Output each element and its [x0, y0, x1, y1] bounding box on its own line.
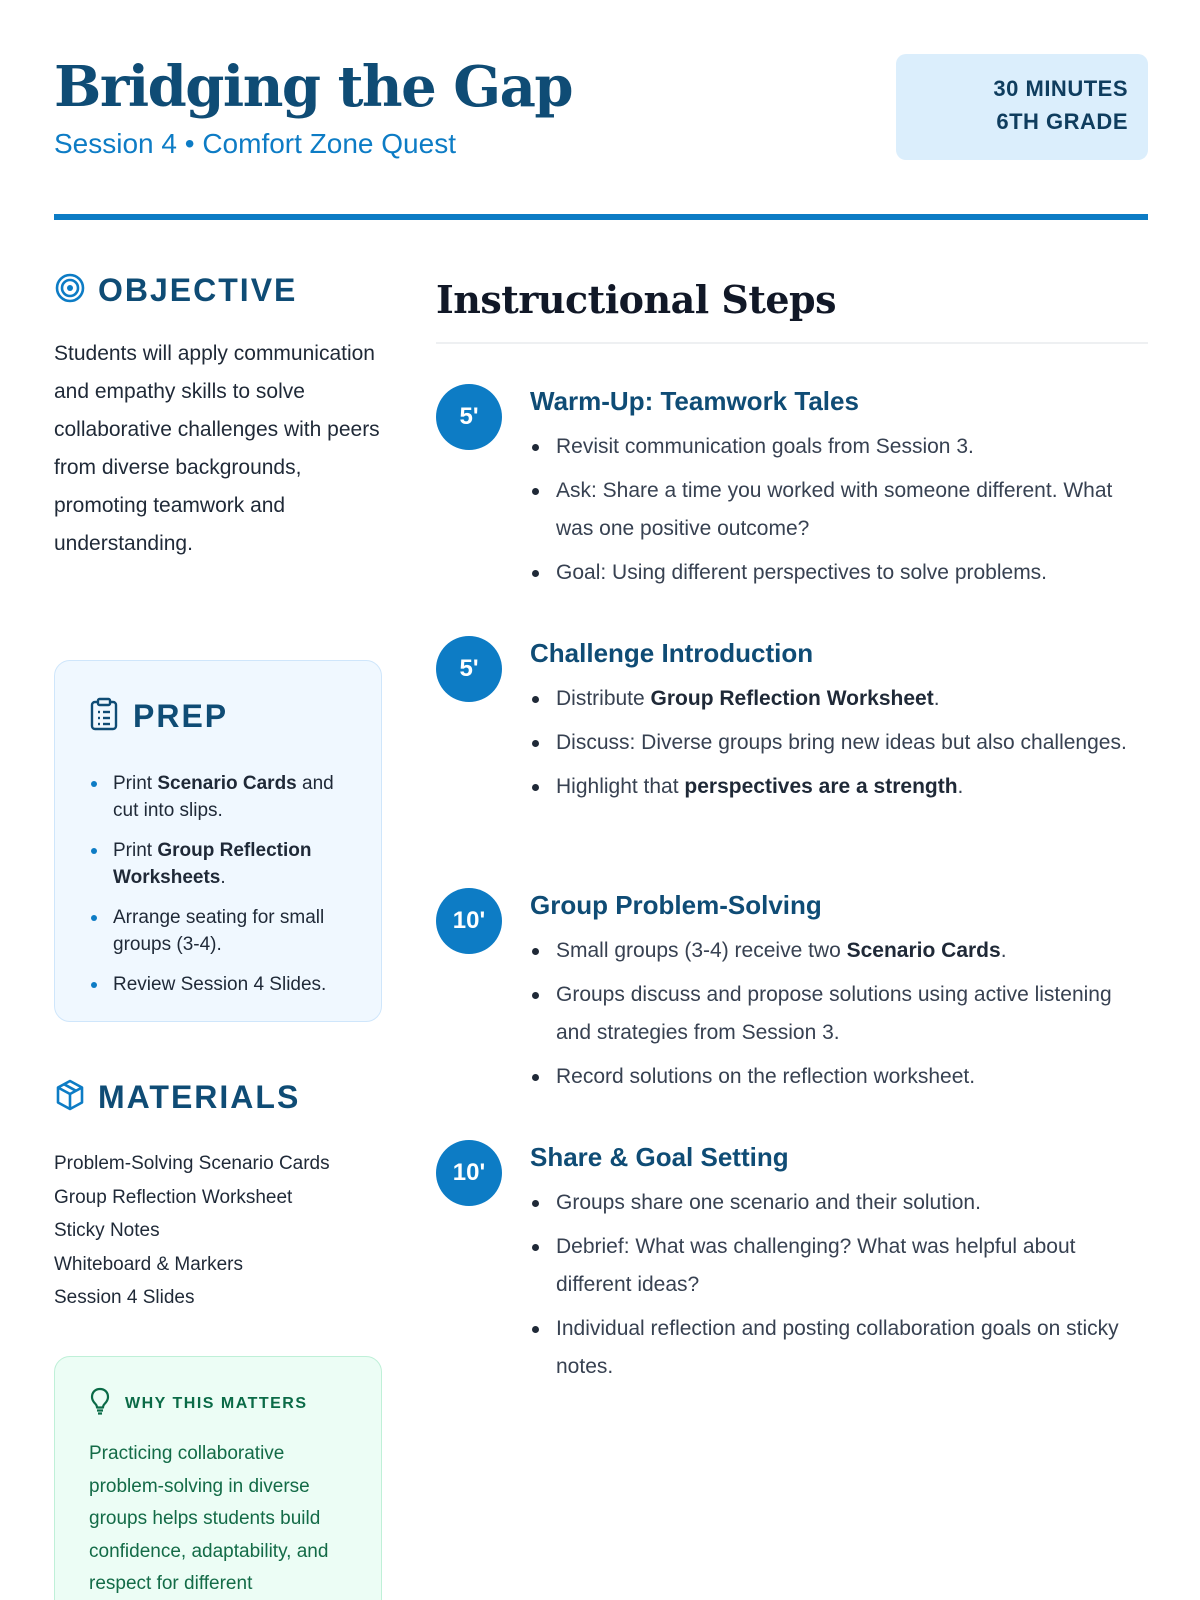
objective-heading: OBJECTIVE — [98, 272, 298, 308]
objective-section — [54, 272, 382, 563]
step-title: Group Problem-Solving — [530, 890, 822, 920]
list-item: Whiteboard & Markers — [54, 1253, 244, 1275]
step-list — [530, 1184, 1148, 1386]
step-title: Share & Goal Setting — [530, 1142, 789, 1172]
list-item: Problem-Solving Scenario Cards — [54, 1153, 330, 1174]
step-list — [530, 428, 1148, 592]
list-item: Group Reflection Worksheet — [54, 1186, 293, 1208]
materials-heading: MATERIALS — [98, 1079, 301, 1115]
target-icon — [54, 272, 86, 309]
list-item: Groups share one scenario and their solution. — [530, 1184, 1148, 1222]
list-item: Small groups (3-4) receive two Scenario Cards. — [530, 932, 1148, 970]
list-item: Individual reflection and posting collaboration goals on sticky notes. — [530, 1310, 1148, 1386]
duration-label: 30 MINUTES — [993, 76, 1128, 101]
lightbulb-icon — [89, 1387, 111, 1420]
list-item: Revisit communication goals from Session 3. — [530, 428, 1148, 466]
step-time-badge: 5' — [436, 636, 502, 702]
step-list — [530, 680, 1148, 806]
step-title: Challenge Introduction — [530, 638, 814, 668]
list-item: Review Session 4 Slides. — [89, 971, 351, 998]
step-body — [530, 636, 1148, 812]
grade-label: 6TH GRADE — [996, 109, 1128, 134]
list-item: Record solutions on the reflection worksheet. — [530, 1058, 1148, 1096]
list-item: Ask: Share a time you worked with someone different. What was one positive outcome? — [530, 472, 1148, 548]
clipboard-icon — [89, 697, 119, 736]
step-time-badge: 10' — [436, 1140, 502, 1206]
list-item: Highlight that perspectives are a strength. — [530, 768, 1148, 806]
package-icon — [54, 1078, 86, 1117]
list-item: Goal: Using different perspectives to solve problems. — [530, 554, 1148, 592]
list-item: Debrief: What was challenging? What was helpful about different ideas? — [530, 1228, 1148, 1304]
list-item: Groups discuss and propose solutions using active listening and strategies from Session 3. — [530, 976, 1148, 1052]
objective-text: Students will apply communication and empathy skills to solve collaborative challenges with peers from diverse backgrounds, promoting teamwork and understanding. — [54, 342, 380, 555]
step-body — [530, 1140, 1148, 1392]
materials-section — [54, 1078, 382, 1315]
header-divider — [54, 214, 1148, 220]
why-this-matters-card — [54, 1356, 382, 1600]
why-text: Practicing collaborative problem-solving in diverse groups helps students build confidence, adaptability, and respect for different — [89, 1443, 329, 1594]
list-item: Discuss: Diverse groups bring new ideas but also challenges. — [530, 724, 1148, 762]
steps-divider — [436, 342, 1148, 344]
step-body — [530, 888, 1148, 1102]
list-item: Print Group Reflection Worksheets. — [89, 837, 351, 891]
materials-list — [54, 1147, 382, 1315]
instructional-steps-header — [436, 272, 1148, 344]
step-time-badge: 5' — [436, 384, 502, 450]
session-info-badge — [896, 54, 1148, 160]
page-subtitle: Session 4 • Comfort Zone Quest — [54, 128, 456, 159]
prep-list — [89, 770, 351, 998]
why-heading: WHY THIS MATTERS — [125, 1394, 308, 1412]
step-time-badge: 10' — [436, 888, 502, 954]
step-title: Warm-Up: Teamwork Tales — [530, 386, 859, 416]
page-title: Bridging the Gap — [54, 54, 573, 120]
objective-header — [54, 272, 382, 309]
prep-heading: PREP — [133, 698, 229, 734]
list-item: Print Scenario Cards and cut into slips. — [89, 770, 351, 824]
prep-card — [54, 660, 382, 1022]
materials-header — [54, 1078, 382, 1117]
step-list — [530, 932, 1148, 1096]
list-item: Session 4 Slides — [54, 1287, 195, 1308]
prep-header — [89, 697, 351, 736]
list-item: Sticky Notes — [54, 1220, 160, 1241]
list-item: Distribute Group Reflection Worksheet. — [530, 680, 1148, 718]
page-header — [54, 52, 1148, 220]
step-body — [530, 384, 1148, 598]
list-item: Arrange seating for small groups (3-4). — [89, 904, 351, 958]
steps-heading: Instructional Steps — [436, 277, 837, 322]
why-header — [89, 1387, 357, 1420]
